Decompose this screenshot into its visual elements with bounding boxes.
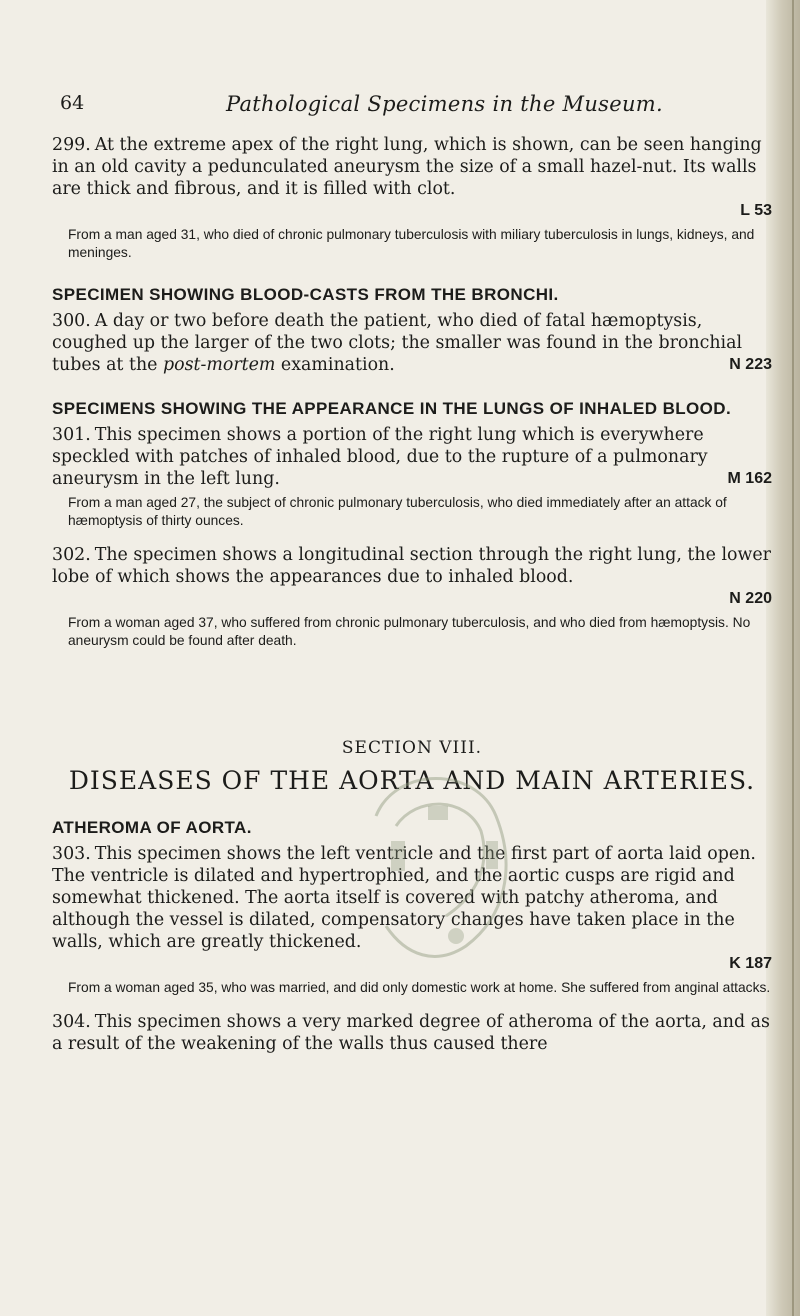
entry-301 [52,424,772,530]
entry-302 [52,544,772,650]
entry-299 [52,134,772,262]
section-label: SECTION VIII. [341,738,483,758]
specimen-code: N 220 [729,590,772,607]
entry-text [52,134,772,200]
clinical-note: From a woman aged 35, who was married, and did only domestic work at home. She suffered from anginal attacks. [68,980,771,995]
page-number: 64 [60,92,85,114]
clinical-note: From a man aged 31, who died of chronic pulmonary tuberculosis with miliary tuberculosis in lungs, kidneys, and meninges. [68,227,755,260]
entry-number: 301. [52,425,91,445]
specimen-code: L 53 [740,202,772,219]
entry-text [52,544,772,588]
entry-body: This specimen shows a portion of the right lung which is everywhere speckled with patches of inhaled blood, due to the rupture of a pulmonary aneurysm in the left lung. [52,425,708,489]
library-stamp-icon [336,746,536,986]
entry-number: 300. [52,311,91,331]
entry-body: The specimen shows a longitudinal section through the right lung, the lower lobe of which shows the appearances due to inhaled blood. [52,545,771,587]
entry-body: At the extreme apex of the right lung, which is shown, can be seen hanging in an old cavity a pedunculated aneurysm the size of a small hazel-nut. Its walls are thick and fibrous, and it is filled with clot. [52,135,762,199]
entry-text [52,1011,772,1055]
running-title: Pathological Specimens in the Museum. [226,92,663,116]
entry-body: This specimen shows a very marked degree of atheroma of the aorta, and as a result of the weakening of the walls thus caused there [52,1012,770,1054]
clinical-note: From a woman aged 37, who suffered from chronic pulmonary tuberculosis, and who died from hæmoptysis. No aneurysm could be found after death. [68,615,751,648]
specimen-code: K 187 [729,955,772,972]
entry-italic-term: post-mortem [162,355,276,375]
entry-body-end: examination. [275,355,395,375]
subsection-heading: SPECIMEN SHOWING BLOOD-CASTS FROM THE BRONCHI. [52,285,559,304]
entry-text [52,424,772,490]
entry-text [52,310,772,376]
clinical-note: From a man aged 27, the subject of chronic pulmonary tuberculosis, who died immediately after an attack of hæmoptysis of thirty ounces. [68,495,727,528]
entry-number: 302. [52,545,91,565]
specimen-code: M 162 [727,470,772,487]
subsection-heading: ATHEROMA OF AORTA. [52,818,252,837]
page-header [52,92,772,122]
subsection-heading: SPECIMENS SHOWING THE APPEARANCE IN THE LUNGS OF INHALED BLOOD. [52,399,732,418]
entry-number: 303. [52,844,91,864]
entry-number: 304. [52,1012,91,1032]
entry-number: 299. [52,135,91,155]
entry-304 [52,1011,772,1055]
entry-300 [52,310,772,376]
entry-body: A day or two before death the patient, who died of fatal hæmoptysis, coughed up the larger of the two clots; the smaller was found in the bronchial tubes at the [52,311,743,375]
specimen-code: N 223 [729,356,772,373]
section-title: DISEASES OF THE AORTA AND MAIN ARTERIES. [68,766,756,795]
entry-body: This specimen shows the left ventricle and the first part of aorta laid open. The ventricle is dilated and hypertrophied, and the aortic cusps are rigid and somewhat thickened. The aorta itself is covered with patchy atheroma, and although the vessel is dilated, compensatory changes have taken place in the walls, which are greatly thickened. [52,844,756,952]
